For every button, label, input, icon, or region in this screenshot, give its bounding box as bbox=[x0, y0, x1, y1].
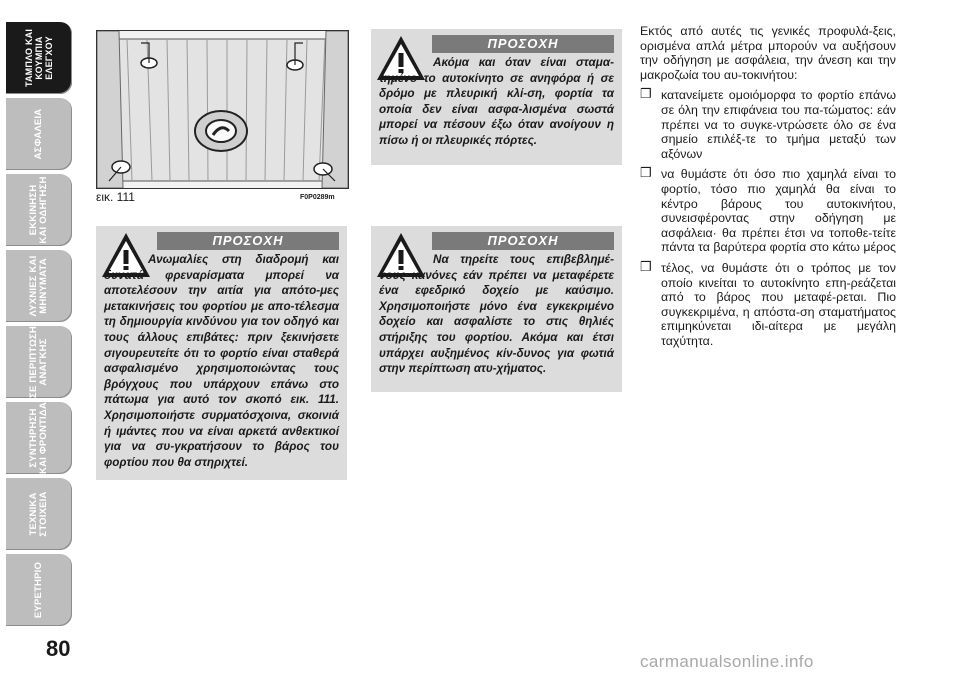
checkbox-bullet-icon: ❒ bbox=[640, 258, 652, 274]
tab-dashboard-controls[interactable] bbox=[6, 22, 72, 94]
list-item bbox=[640, 167, 896, 255]
tab-label: ΕΥΡΕΤΗΡΙΟ bbox=[33, 561, 44, 619]
tab-label: ΛΥΧΝΙΕΣ ΚΑΙ ΜΗΝΥΜΑΤΑ bbox=[28, 255, 49, 317]
tab-safety[interactable] bbox=[6, 98, 72, 170]
tab-maintenance[interactable] bbox=[6, 402, 72, 474]
tab-index[interactable] bbox=[6, 554, 72, 626]
warning-box-unsecured-load bbox=[371, 29, 622, 165]
page-number: 80 bbox=[46, 636, 71, 661]
warning-title: ΠΡΟΣΟΧΗ bbox=[432, 232, 614, 250]
tab-label: ΣΕ ΠΕΡΙΠΤΩΣΗ ΑΝΑΓΚΗΣ bbox=[28, 326, 49, 398]
list-item bbox=[640, 258, 896, 349]
tab-label: ΑΣΦΑΛΕΙΑ bbox=[33, 108, 44, 160]
watermark: carmanualsonline.info bbox=[640, 652, 814, 671]
warning-box-fuel-container bbox=[371, 226, 622, 392]
tab-label: ΣΥΝΤΗΡΗΣΗ ΚΑΙ ΦΡΟΝΤΙΔΑ bbox=[28, 402, 49, 474]
tab-starting-driving[interactable] bbox=[6, 174, 72, 246]
list-item-text: τέλος, να θυμάστε ότι ο τρόπος με τον οποίο κινείται το αυτοκίνητο επη-ρεάζεται από το βάρος που μεταφέ-ρεται. Πιο συγκεκριμένα, η απόστα-ση σταματήματος επιμηκύνεται ιδι-αίτερα με μεγάλη ταχύτητα. bbox=[661, 260, 896, 348]
list-item-text: να θυμάστε ότι όσο πιο χαμηλά είναι το φορτίο, τόσο πιο χαμηλά θα είναι το κέντρο βάρους του αυτοκινήτου, συνεισφέροντας στην οδήγηση με ασφάλεια· θα πρέπει έτσι να τοποθε-τείτε πάντα τα βαρύτερα φορτία στο κάτω μέρος bbox=[661, 167, 896, 255]
cargo-floor-drawing bbox=[97, 31, 348, 188]
list-item bbox=[640, 88, 896, 161]
body-text-column bbox=[640, 24, 896, 354]
warning-text: Να τηρείτε τους επιβεβλημέ-νους κανόνες εάν πρέπει να μεταφέρετε ένα εφεδρικό δοχείο με καύσιμο. Χρησιμοποιήστε μόνο ένα εγκεκριμένο δοχείο και ασφαλίστε το στις θηλιές στήριξης του φορτίου. Ακόμα και έτσι υπάρχει αυξημένος κίν-δυνος για φωτιά στην περίπτωση ατυ-χήματος. bbox=[379, 253, 614, 376]
figure-code: F0P0289m bbox=[300, 194, 335, 201]
cargo-floor-illustration bbox=[96, 30, 349, 189]
tab-label: ΤΕΧΝΙΚΑ ΣΤΟΙΧΕΙΑ bbox=[28, 491, 49, 537]
checkbox-bullet-icon: ❒ bbox=[640, 86, 652, 102]
tab-lights-messages[interactable] bbox=[6, 250, 72, 322]
chapter-sidebar bbox=[0, 22, 73, 622]
tab-label: ΤΑΜΠΛΟ ΚΑΙ ΚΟΥΜΠΙΑ ΕΛΕΓΧΟΥ bbox=[24, 28, 54, 88]
intro-paragraph: Εκτός από αυτές τις γενικές προφυλά-ξεις, ορισμένα απλά μέτρα μπορούν να αυξήσουν την οδήγηση με ασφάλεια, την άνεση και την μακροζωία του αυ-τοκινήτου: bbox=[640, 24, 896, 82]
warning-box-secure-load bbox=[96, 226, 347, 480]
tab-label: ΕΚΚΙΝΗΣΗ ΚΑΙ ΟΔΗΓΗΣΗ bbox=[28, 176, 49, 244]
checkbox-bullet-icon: ❒ bbox=[640, 165, 652, 181]
tab-technical-data[interactable] bbox=[6, 478, 72, 550]
warning-title: ΠΡΟΣΟΧΗ bbox=[157, 232, 339, 250]
figure-caption: εικ. 111 bbox=[96, 190, 135, 204]
warning-text: Ανωμαλίες στη διαδρομή και δυνατά φρεναρίσματα μπορεί να αποτελέσουν την αιτία για απότο-μες μετακινήσεις του φορτίου με απο-τέλεσμα τη δημιουργία κινδύνου για τον οδηγό και τους άλλους επιβάτες: πριν ξεκινήσετε σιγουρευτείτε ότι το φορτίο είναι σταθερά ασφαλισμένο χρησιμοποιώντας τους βρόγχους που υπάρχουν επάνω στο πάτωμα για αυτό τον σκοπό εικ. 111. Χρησιμοποιήστε συρματόσχοινα, σκοινιά ή ιμάντες που να είναι αρκετά ανθεκτικοί για να συ-γκρατήσουν το βάρος του φορτίου που θα στηριχτεί. bbox=[104, 253, 339, 469]
tab-emergency[interactable] bbox=[6, 326, 72, 398]
list-item-text: κατανείμετε ομοιόμορφα το φορτίο επάνω σε όλη την επιφάνεια του πα-τώματος: εάν πρέπει να το συγκε-ντρώσετε όλο σε ένα σημείο επιλέξ-τε το τμήμα μεταξύ των αξόνων bbox=[661, 88, 896, 161]
warning-text: Ακόμα και όταν είναι σταμα-τημένο το αυτοκίνητο σε ανηφόρα ή σε δρόμο με πλευρική κλί-ση, φορτία τα οποία δεν είναι ασφα-λισμένα σωστά μπορεί να πέσουν έξω όταν ανοίγουν η πίσω ή οι πλευρικές πόρτες. bbox=[379, 56, 614, 147]
warning-title: ΠΡΟΣΟΧΗ bbox=[432, 35, 614, 53]
